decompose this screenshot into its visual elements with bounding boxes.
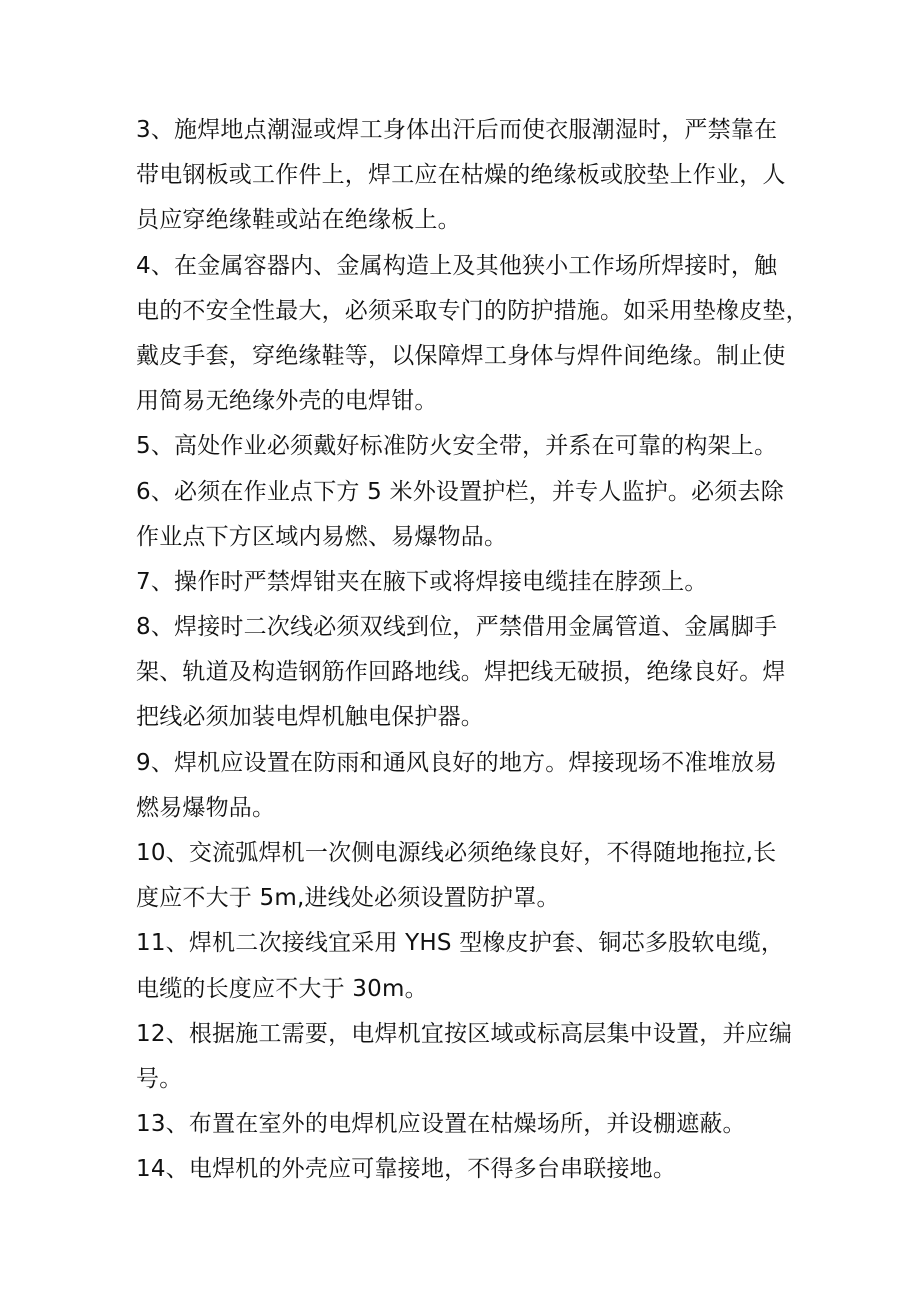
text-line: 电的不安全性最大，必须采取专门的防护措施。如采用垫橡皮垫， — [136, 297, 809, 324]
text-line: 戴皮手套，穿绝缘鞋等，以保障焊工身体与焊件间绝缘。制止使 — [136, 342, 786, 369]
text-line: 3、施焊地点潮湿或焊工身体出汗后而使衣服潮湿时，严禁靠在 — [136, 117, 778, 143]
text-line: 7、操作时严禁焊钳夹在腋下或将焊接电缆挂在脖颈上。 — [136, 568, 708, 595]
text-line: 6、必须在作业点下方 5 米外设置护栏，并专人监护。必须去除 — [136, 478, 784, 505]
text-line: 用简易无绝缘外壳的电焊钳。 — [136, 388, 438, 415]
text-line: 带电钢板或工作件上，焊工应在枯燥的绝缘板或胶垫上作业，人 — [136, 162, 786, 189]
text-line: 度应不大于 5m,进线处必须设置防护罩。 — [136, 885, 560, 912]
text-line: 架、轨道及构造钢筋作回路地线。焊把线无破损，绝缘良好。焊 — [136, 659, 786, 686]
text-line: 燃易爆物品。 — [136, 794, 276, 821]
text-line: 作业点下方区域内易燃、易爆物品。 — [136, 523, 508, 550]
text-line: 号。 — [136, 1065, 183, 1092]
text-line: 10、交流弧焊机一次侧电源线必须绝缘良好，不得随地拖拉,长 — [136, 840, 777, 866]
text-line: 13、布置在室外的电焊机应设置在枯燥场所，并设棚遮蔽。 — [136, 1111, 746, 1138]
text-line: 12、根据施工需要，电焊机宜按区域或标高层集中设置，并应编 — [136, 1020, 793, 1047]
text-line: 9、焊机应设置在防雨和通风良好的地方。焊接现场不准堆放易 — [136, 749, 778, 776]
text-line: 4、在金属容器内、金属构造上及其他狭小工作场所焊接时，触 — [136, 252, 778, 279]
document-body — [136, 108, 809, 1193]
text-line: 电缆的长度应不大于 30m。 — [136, 975, 428, 1002]
text-line: 14、电焊机的外壳应可靠接地，不得多台串联接地。 — [136, 1156, 677, 1183]
text-line: 把线必须加装电焊机触电保护器。 — [136, 704, 484, 731]
text-line: 11、焊机二次接线宜采用 YHS 型橡皮护套、铜芯多股软电缆， — [136, 930, 785, 957]
text-line: 员应穿绝缘鞋或站在绝缘板上。 — [136, 207, 461, 234]
text-line: 8、焊接时二次线必须双线到位，严禁借用金属管道、金属脚手 — [136, 614, 778, 641]
text-line: 5、高处作业必须戴好标准防火安全带，并系在可靠的构架上。 — [136, 433, 778, 460]
